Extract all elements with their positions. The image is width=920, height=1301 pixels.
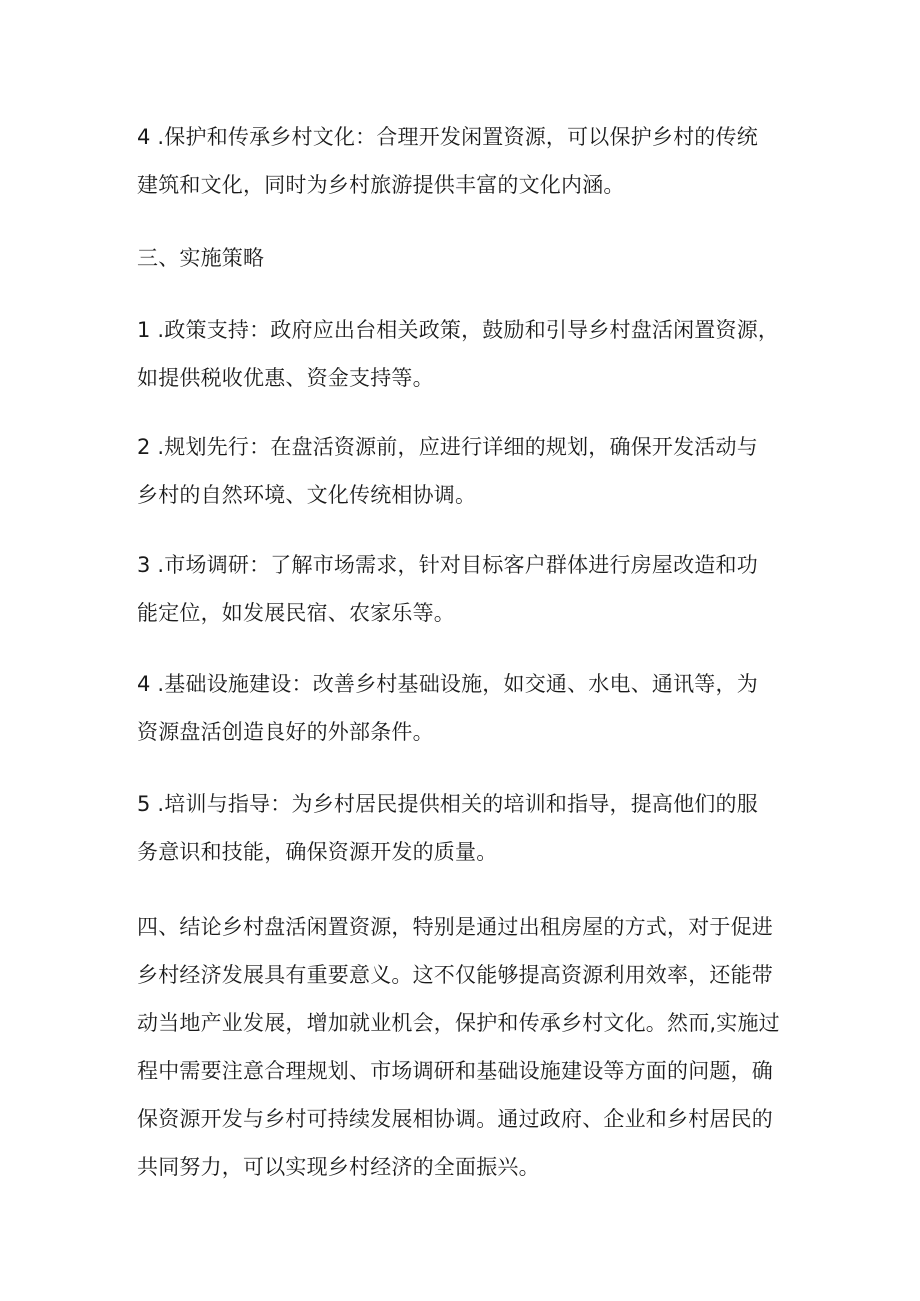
- paragraph-strategy-4: [137, 660, 797, 756]
- text-line: 务意识和技能，确保资源开发的质量。: [137, 840, 498, 864]
- text-line: 2 .规划先行：在盘活资源前，应进行详细的规划，确保开发活动与: [137, 435, 758, 459]
- text-line: 4 .保护和传承乡村文化：合理开发闲置资源，可以保护乡村的传统: [137, 125, 758, 149]
- text-line: 3 .市场调研：了解市场需求，针对目标客户群体进行房屋改造和功: [137, 553, 758, 577]
- text-line: 4 .基础设施建设：改善乡村基础设施，如交通、水电、通讯等，为: [137, 672, 758, 696]
- section-heading-implementation-strategy: [137, 234, 797, 282]
- text-line: 程中需要注意合理规划、市场调研和基础设施建设等方面的问题，确: [137, 1059, 773, 1083]
- paragraph-strategy-1: [137, 306, 797, 402]
- text-line: 资源盘活创造良好的外部条件。: [137, 720, 434, 744]
- text-line: 如提供税收优惠、资金支持等。: [137, 366, 434, 390]
- text-line: 三、实施策略: [137, 246, 265, 270]
- paragraph-strategy-3: [137, 541, 797, 637]
- text-line: 动当地产业发展，增加就业机会，保护和传承乡村文化。然而,实施过: [137, 1011, 780, 1035]
- paragraph-conclusion: [137, 903, 797, 1191]
- text-line: 乡村的自然环境、文化传统相协调。: [137, 483, 477, 507]
- text-line: 建筑和文化，同时为乡村旅游提供丰富的文化内涵。: [137, 173, 625, 197]
- text-line: 保资源开发与乡村可持续发展相协调。通过政府、企业和乡村居民的: [137, 1107, 773, 1131]
- paragraph-benefit-4: [137, 113, 797, 209]
- text-line: 共同努力，可以实现乡村经济的全面振兴。: [137, 1155, 540, 1179]
- text-line: 能定位，如发展民宿、农家乐等。: [137, 601, 455, 625]
- paragraph-strategy-2: [137, 423, 797, 519]
- text-line: 乡村经济发展具有重要意义。这不仅能够提高资源利用效率，还能带: [137, 963, 773, 987]
- paragraph-strategy-5: [137, 780, 797, 876]
- text-line: 5 .培训与指导：为乡村居民提供相关的培训和指导，提高他们的服: [137, 792, 758, 816]
- text-line: 1 .政策支持：政府应出台相关政策，鼓励和引导乡村盘活闲置资源，: [137, 318, 780, 342]
- text-line: 四、结论乡村盘活闲置资源，特别是通过出租房屋的方式，对于促进: [137, 915, 773, 939]
